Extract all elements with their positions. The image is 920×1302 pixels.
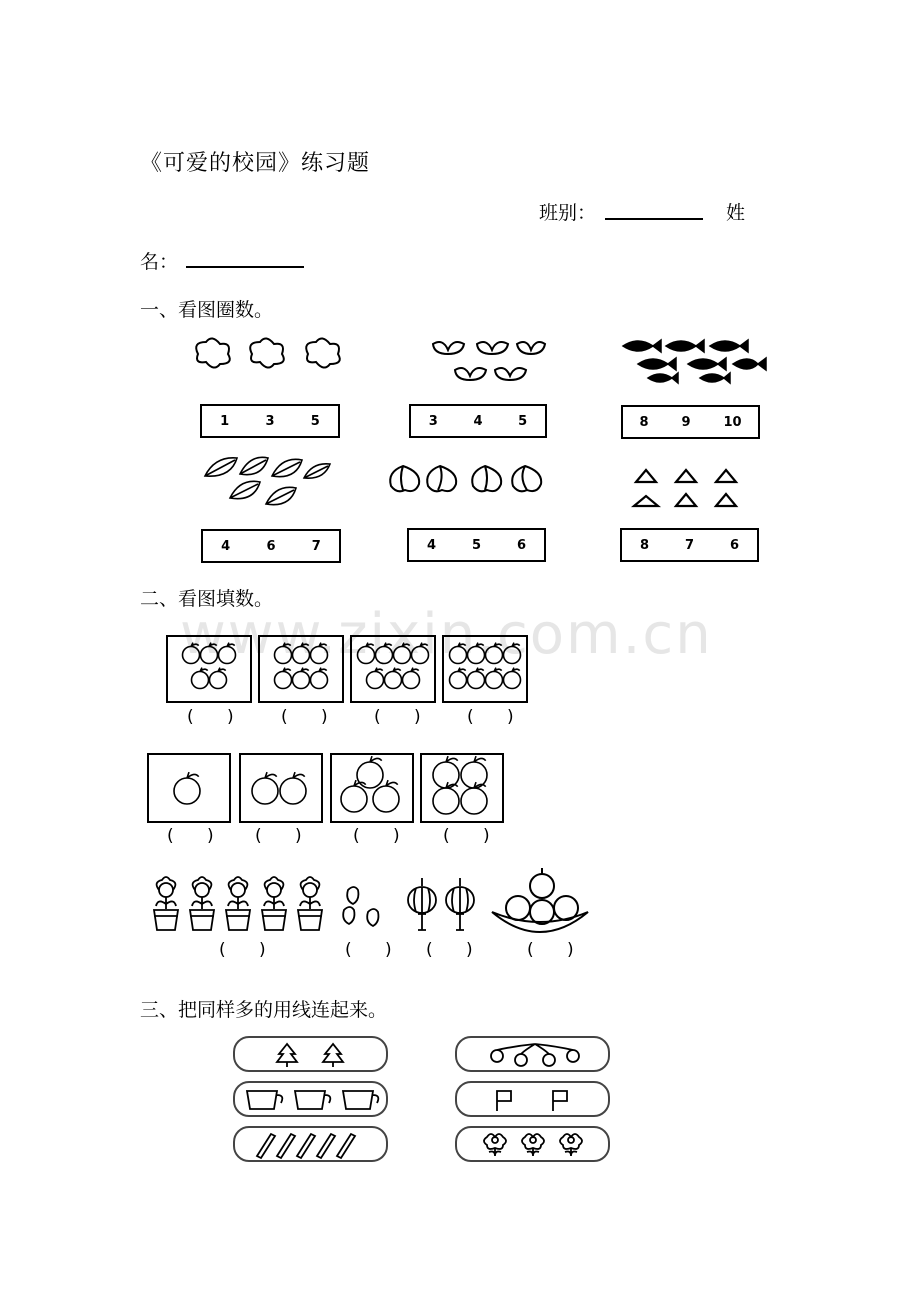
apple-icon: [433, 756, 459, 788]
match-item-flowers[interactable]: [455, 1126, 610, 1162]
pencil-icon: [253, 1132, 373, 1158]
number-option[interactable]: 1: [220, 413, 230, 429]
watermark: www.zixin.com.cn: [180, 602, 713, 667]
number-option[interactable]: 9: [681, 414, 691, 430]
surname-label: 姓: [726, 202, 746, 224]
answer-blank[interactable]: ( ): [281, 707, 342, 727]
answer-blank[interactable]: ( ): [345, 940, 406, 960]
answer-blank[interactable]: ( ): [187, 707, 248, 727]
answer-blank[interactable]: ( ): [426, 940, 487, 960]
number-option[interactable]: 6: [729, 537, 740, 553]
number-option[interactable]: 3: [265, 413, 275, 429]
answer-blank[interactable]: ( ): [353, 826, 414, 846]
match-item-trees[interactable]: [233, 1036, 388, 1072]
apple-icon: [174, 772, 200, 804]
number-option[interactable]: 8: [639, 537, 650, 553]
answer-blank[interactable]: ( ): [167, 826, 228, 846]
number-option[interactable]: 5: [518, 413, 528, 429]
number-option[interactable]: 7: [311, 538, 321, 554]
answer-blank[interactable]: ( ): [467, 707, 528, 727]
number-option[interactable]: 10: [723, 414, 742, 430]
strawberry-icon: [338, 880, 388, 932]
number-option[interactable]: 4: [473, 413, 483, 429]
match-item-cherries[interactable]: [455, 1036, 610, 1072]
number-option[interactable]: 7: [684, 537, 695, 553]
section-3-title: 三、把同样多的用线连起来。: [140, 999, 388, 1021]
flower-pot-icon: [150, 878, 330, 934]
answer-blank[interactable]: ( ): [527, 940, 588, 960]
tree-icon: [273, 1042, 353, 1068]
apple-icon: [461, 782, 487, 814]
cherry-icon: [487, 1042, 587, 1068]
number-option[interactable]: 8: [639, 414, 649, 430]
answer-blank[interactable]: ( ): [219, 940, 280, 960]
number-option[interactable]: 6: [516, 537, 527, 553]
number-option[interactable]: 4: [426, 537, 437, 553]
apple-icon: [357, 756, 383, 788]
match-item-cups[interactable]: [233, 1081, 388, 1117]
match-item-flags[interactable]: [455, 1081, 610, 1117]
answer-blank[interactable]: ( ): [443, 826, 504, 846]
apple-icon: [341, 780, 367, 812]
number-option[interactable]: 5: [471, 537, 482, 553]
number-option[interactable]: 6: [266, 538, 276, 554]
apple-icon: [461, 756, 487, 788]
number-option[interactable]: 4: [221, 538, 231, 554]
number-option[interactable]: 5: [310, 413, 320, 429]
name-label: 名：: [140, 251, 179, 273]
fruit-plate-icon: [490, 866, 590, 936]
match-item-pencils[interactable]: [233, 1126, 388, 1162]
number-option[interactable]: 3: [428, 413, 438, 429]
page-title: 《可爱的校园》练习题: [140, 151, 371, 176]
class-label: 班别：: [539, 202, 597, 224]
lantern-icon: [404, 876, 480, 936]
section-1-title: 一、看图圈数。: [140, 299, 274, 321]
section-2-title: 二、看图填数。: [140, 588, 274, 610]
answer-blank[interactable]: ( ): [374, 707, 435, 727]
apple-icon: [280, 772, 306, 804]
flower-icon: [481, 1130, 591, 1160]
cup-icon: [243, 1087, 383, 1113]
flag-icon: [493, 1087, 583, 1113]
answer-blank[interactable]: ( ): [255, 826, 316, 846]
apple-icon: [433, 782, 459, 814]
apple-icon: [373, 780, 399, 812]
apple-icon: [252, 772, 278, 804]
